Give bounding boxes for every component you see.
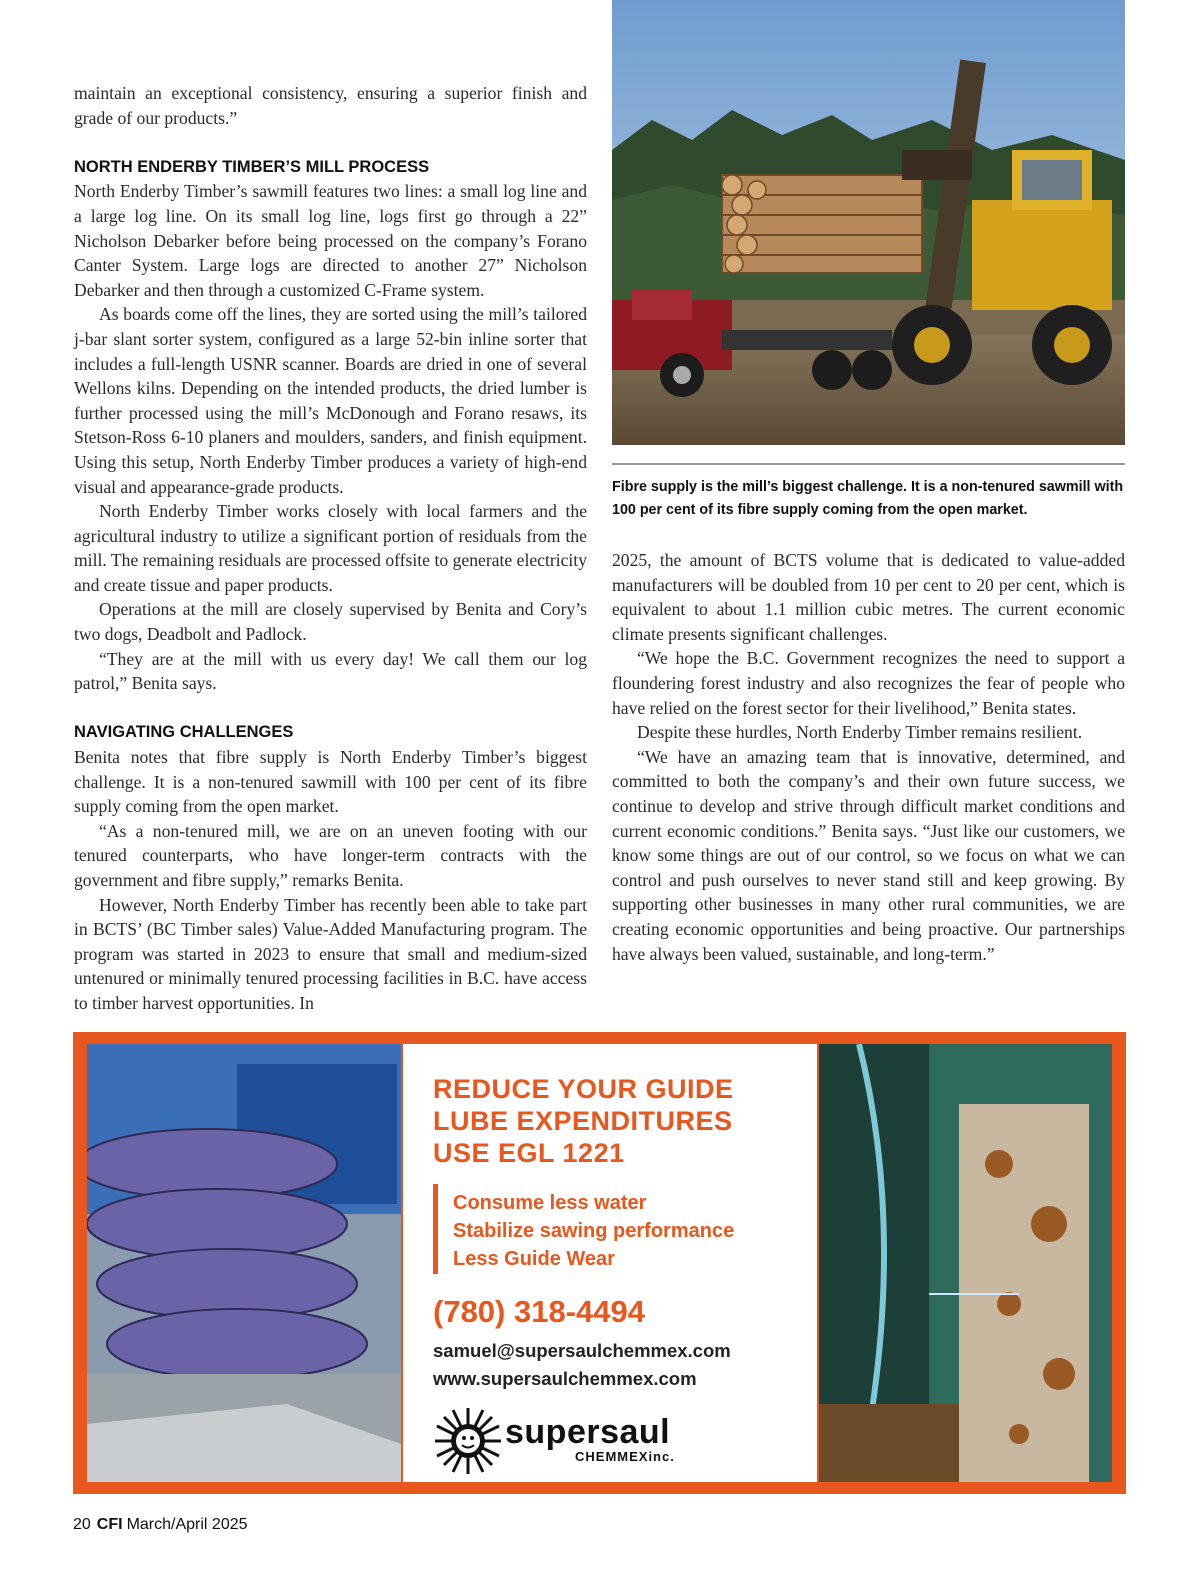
log-loader-illustration <box>612 0 1125 445</box>
company-logo-text: supersaul <box>505 1413 671 1451</box>
ad-benefit: Stabilize sawing performance <box>453 1220 735 1242</box>
paragraph: “We have an amazing team that is innovative, determined, and committed to both the company’s and their own future success, we continue to develop and strive through difficult market conditions and current economic conditions.” Benita says. “Just like our customers, we know some things are out of our control, so we focus on what we can control and push ourselves to never stand still and keep growing. By supporting other businesses in many other rural communities, we are creating economic opportunities and being proactive. Our partnerships have always been valued, sustainable, and long-term.” <box>612 746 1125 964</box>
section-heading: NORTH ENDERBY TIMBER’S MILL PROCESS <box>74 157 430 176</box>
ad-email-link[interactable]: samuel@supersaulchemmex.com <box>433 1340 731 1361</box>
ad-accent-bar <box>433 1184 438 1274</box>
paragraph: As boards come off the lines, they are sorted using the mill’s tailored j-bar slant sorter system, configured as a large 52-bin inline sorter that includes a full-length USNR scanner. Boards are dried in one of several Wellons kilns. Depending on the intended products, the dried lumber is further processed using the mill’s McDonough and Forano resaws, its Stetson-Ross 6-10 planers and moulders, sanders, and finish equipment. Using this setup, North Enderby Timber produces a variety of high-end visual and appearance-grade products. <box>74 304 587 497</box>
article-right-column <box>612 548 1125 966</box>
paragraph: 2025, the amount of BCTS volume that is dedicated to value-added manufacturers will be doubled from 10 per cent to 20 per cent, which is equivalent to about 1.1 million cubic metres. The current economic climate presents significant challenges. <box>612 550 1125 644</box>
magazine-name: CFI <box>96 1516 123 1533</box>
bandsaw-illustration <box>819 1044 1112 1482</box>
saw-blades-image <box>87 1044 401 1482</box>
paragraph: maintain an exceptional consistency, ensuring a superior finish and grade of our products.” <box>74 83 587 128</box>
company-logo-subtext: CHEMMEXinc. <box>575 1449 675 1464</box>
ad-benefit: Less Guide Wear <box>453 1248 615 1270</box>
paragraph: “As a non-tenured mill, we are on an uneven footing with our tenured counterparts, who have longer-term contracts with the government and fibre supply,” remarks Benita. <box>74 820 587 890</box>
page-footer <box>73 1516 248 1534</box>
paragraph: However, North Enderby Timber has recently been able to take part in BCTS’ (BC Timber sales) Value-Added Manufacturing program. The program was started in 2023 to ensure that small and medium-sized untenured or minimally tenured processing facilities in B.C. have access to timber harvest opportunities. In <box>74 894 587 1013</box>
ad-headline-line-1: REDUCE YOUR GUIDE <box>433 1074 734 1104</box>
ad-phone-number[interactable]: (780) 318-4494 <box>433 1294 645 1329</box>
ad-headline-line-3: USE EGL 1221 <box>433 1138 625 1168</box>
paragraph: Despite these hurdles, North Enderby Timber remains resilient. <box>637 722 1083 743</box>
advertisement[interactable] <box>73 1032 1126 1494</box>
ad-website-link[interactable]: www.supersaulchemmex.com <box>433 1368 697 1389</box>
ad-copy-panel <box>403 1044 817 1482</box>
article-left-column <box>74 81 587 1016</box>
section-heading: NAVIGATING CHALLENGES <box>74 723 294 742</box>
photo-caption <box>612 476 1125 521</box>
log-loader-photo <box>612 0 1125 445</box>
paragraph: North Enderby Timber works closely with local farmers and the agricultural industry to utilize a significant portion of residuals from the mill. The remaining residuals are processed offsite to generate electricity and create tissue and paper products. <box>74 501 587 595</box>
paragraph: “They are at the mill with us every day! We call them our log patrol,” Benita says. <box>74 648 587 694</box>
caption-divider <box>612 463 1125 465</box>
saw-blades-illustration <box>87 1044 401 1482</box>
paragraph: Operations at the mill are closely supervised by Benita and Cory’s two dogs, Deadbolt and Padlock. <box>74 599 587 645</box>
paragraph: “We hope the B.C. Government recognizes the need to support a floundering forest industry and also recognizes the fear of people who have relied on the forest sector for their livelihood,” Benita states. <box>612 648 1125 718</box>
paragraph: Benita notes that fibre supply is North Enderby Timber’s biggest challenge. It is a non-tenured sawmill with 100 per cent of its fibre supply coming from the open market. <box>74 747 587 817</box>
paragraph: North Enderby Timber’s sawmill features two lines: a small log line and a large log line. On its small log line, logs first go through a 22” Nicholson Debarker before being processed on the company’s Forano Canter System. Large logs are directed to another 27” Nicholson Debarker and then through a customized C-Frame system. <box>74 181 587 300</box>
bandsaw-image <box>819 1044 1112 1482</box>
ad-benefit: Consume less water <box>453 1192 647 1214</box>
page-number: 20 <box>73 1516 91 1533</box>
issue-date: March/April 2025 <box>126 1516 248 1533</box>
ad-headline-line-2: LUBE EXPENDITURES <box>433 1106 733 1136</box>
caption-text: Fibre supply is the mill’s biggest challenge. It is a non-tenured sawmill with 100 per cent of its fibre supply coming from the open market. <box>612 479 1124 518</box>
sun-logo-icon <box>433 1406 503 1476</box>
